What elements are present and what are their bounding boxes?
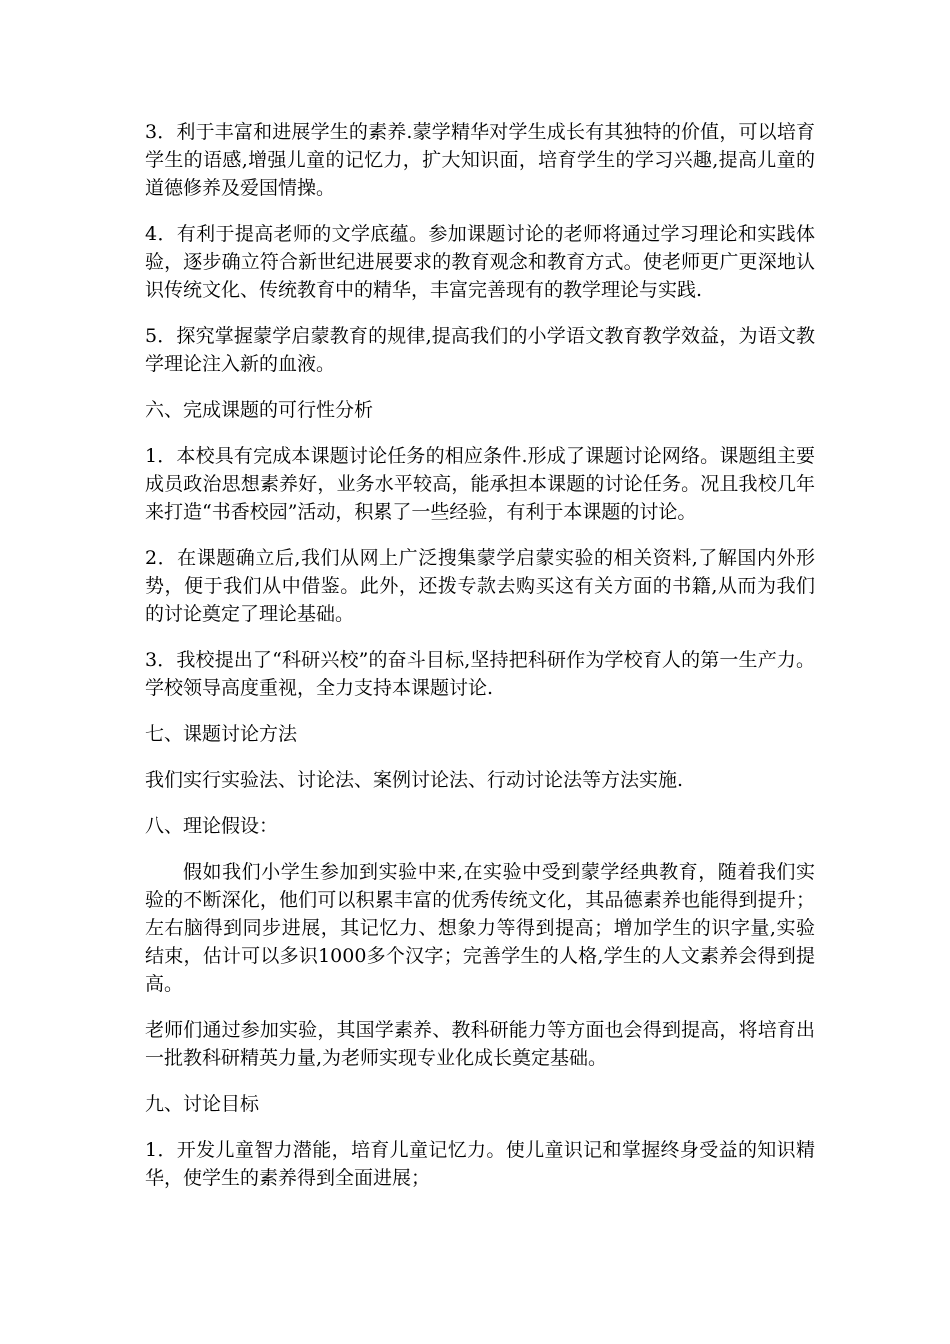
section-heading-goals: 九、讨论目标 — [145, 1093, 260, 1115]
section-heading-hypothesis: 八、理论假设： — [145, 815, 279, 837]
paragraph-hypothesis-1: 假如我们小学生参加到实验中来,在实验中受到蒙学经典教育，随着我们实验的不断深化，他们可以积累丰富的优秀传统文化，其品德素养也能得到提升；左右脑得到同步进展，其记忆力、想象力等得到提高；增加学生的识字量,实验结束，估计可以多识1000多个汉字；完善学生的人格,学生的人文素养会得到提高。 — [145, 861, 815, 995]
section-heading-feasibility: 六、完成课题的可行性分析 — [145, 399, 374, 421]
paragraph-hypothesis-2: 老师们通过参加实验，其国学素养、教科研能力等方面也会得到提高，将培育出一批教科研精英力量,为老师实现专业化成长奠定基础。 — [145, 1019, 815, 1069]
paragraph-feasibility-2: 2．在课题确立后,我们从网上广泛搜集蒙学启蒙实验的相关资料,了解国内外形势，便于我们从中借鉴。此外，还拨专款去购买这有关方面的书籍,从而为我们的讨论奠定了理论基础。 — [145, 547, 815, 625]
paragraph-4-teacher: 4．有利于提高老师的文学底蕴。参加课题讨论的老师将通过学习理论和实践体验，逐步确立符合新世纪进展要求的教育观念和教育方式。使老师更广更深地认识传统文化、传统教育中的精华，丰富完善现有的教学理论与实践. — [145, 223, 815, 301]
document-page — [145, 118, 815, 1210]
paragraph-feasibility-3: 3．我校提出了“科研兴校”的奋斗目标,坚持把科研作为学校育人的第一生产力。学校领导高度重视，全力支持本课题讨论. — [145, 649, 815, 699]
paragraph-methods: 我们实行实验法、讨论法、案例讨论法、行动讨论法等方法实施. — [145, 769, 684, 791]
paragraph-goals-1: 1．开发儿童智力潜能，培育儿童记忆力。使儿童识记和掌握终身受益的知识精华，使学生的素养得到全面进展； — [145, 1139, 815, 1189]
paragraph-5-explore: 5．探究掌握蒙学启蒙教育的规律,提高我们的小学语文教育教学效益，为语文教学理论注入新的血液。 — [145, 325, 815, 375]
section-heading-methods: 七、课题讨论方法 — [145, 723, 298, 745]
paragraph-3-literacy: 3．利于丰富和进展学生的素养.蒙学精华对学生成长有其独特的价值，可以培育学生的语感,增强儿童的记忆力，扩大知识面，培育学生的学习兴趣,提高儿童的道德修养及爱国情操。 — [145, 121, 815, 199]
paragraph-feasibility-1: 1．本校具有完成本课题讨论任务的相应条件.形成了课题讨论网络。课题组主要成员政治思想素养好，业务水平较高，能承担本课题的讨论任务。况且我校几年来打造“书香校园”活动，积累了一些经验，有利于本课题的讨论。 — [145, 445, 815, 523]
